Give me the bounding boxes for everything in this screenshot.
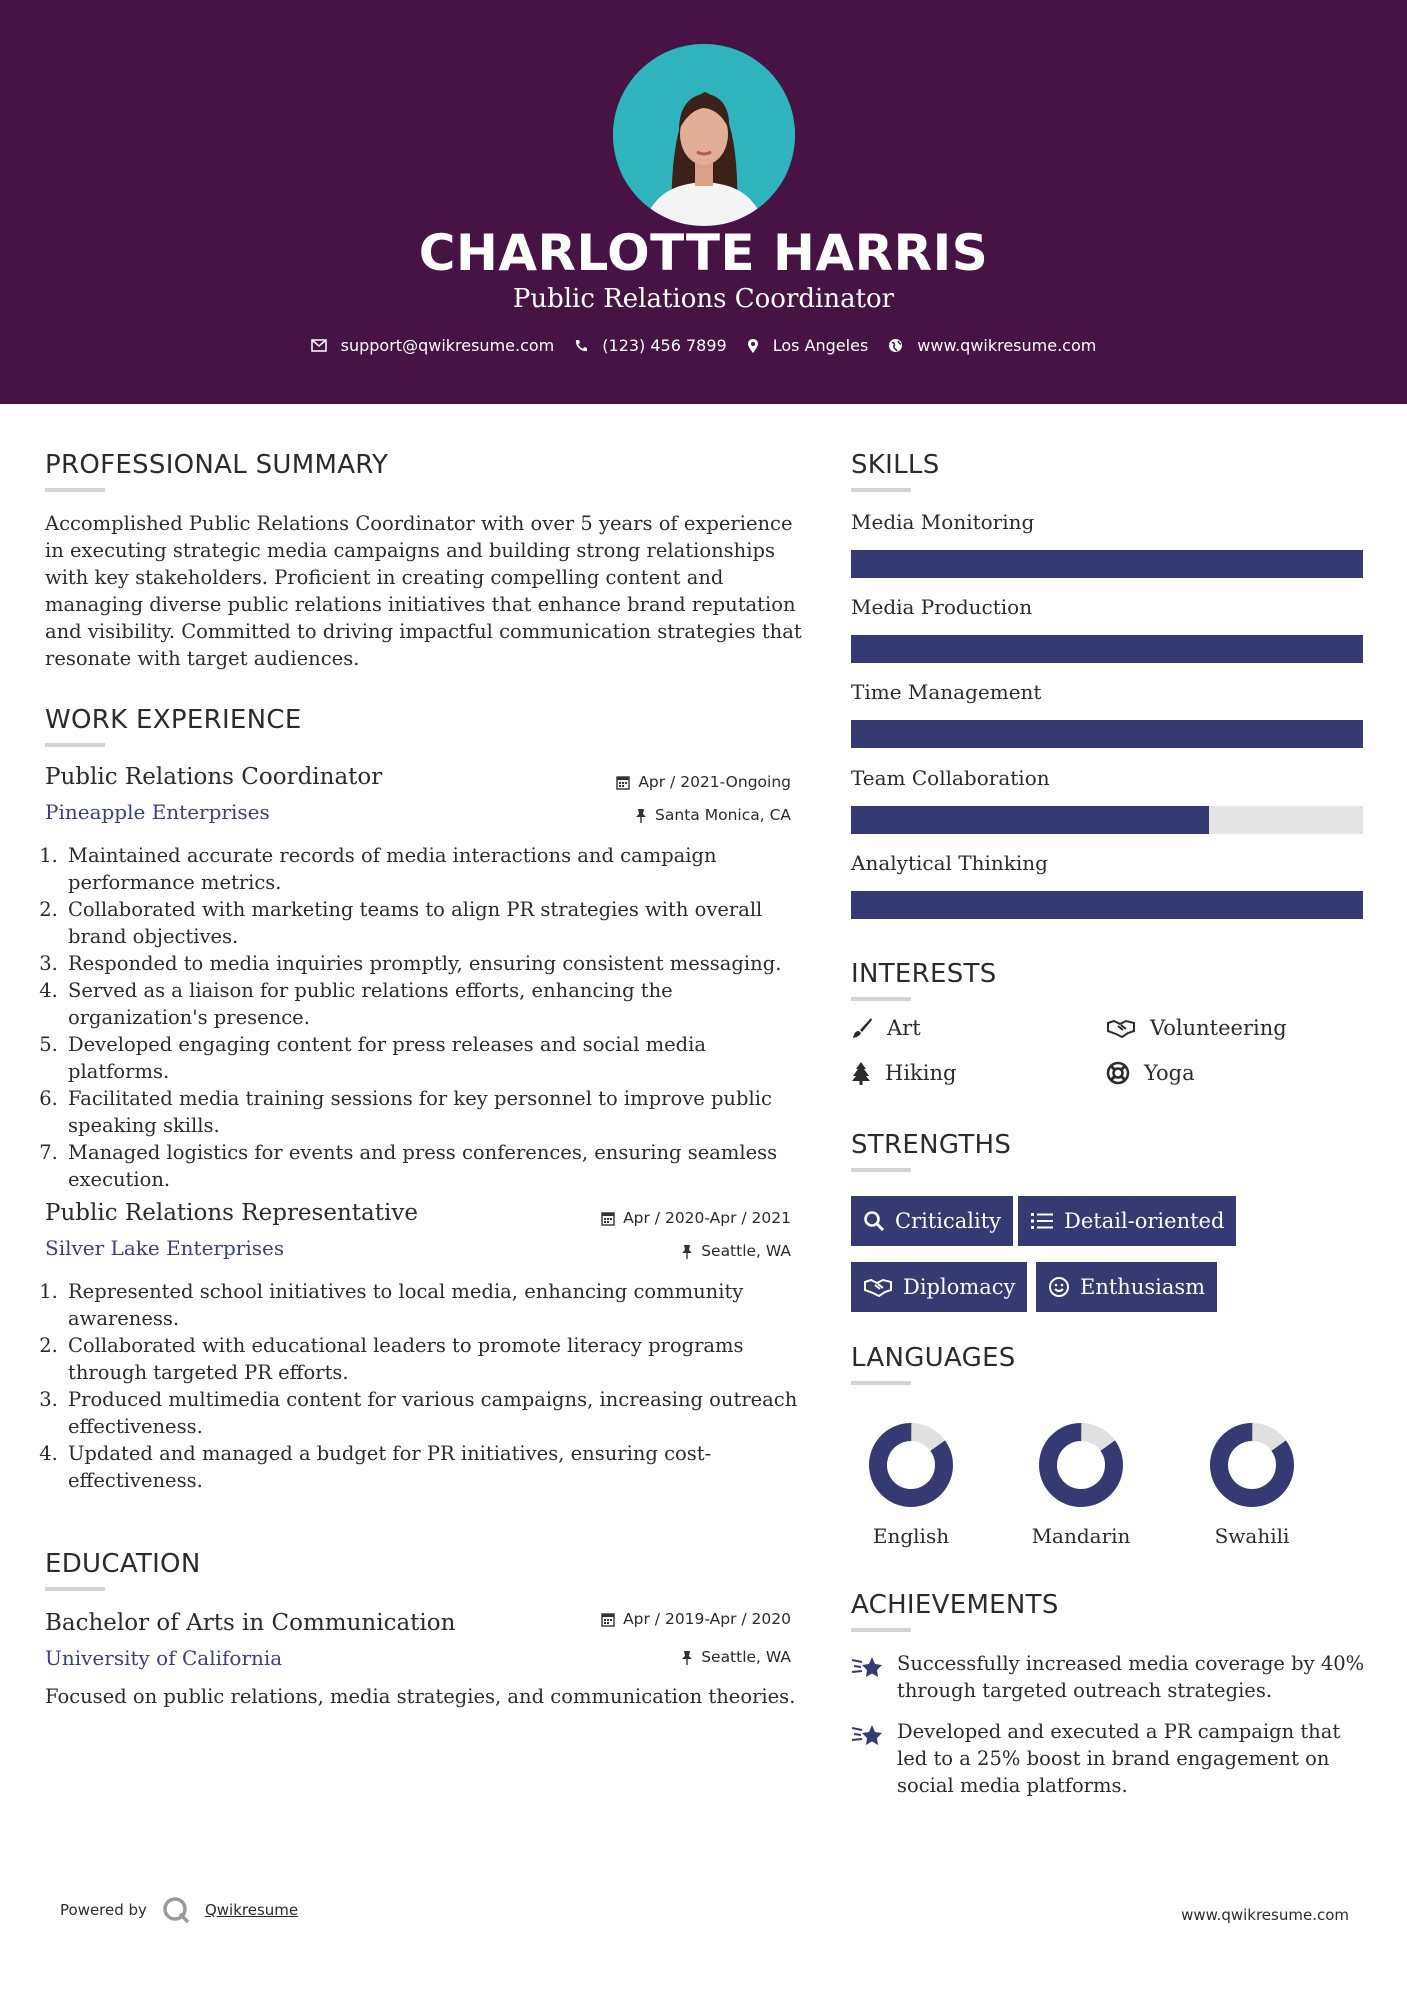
smile-icon (1048, 1276, 1070, 1298)
email-text: support@qwikresume.com (340, 336, 555, 355)
strength-label: Detail-oriented (1064, 1209, 1225, 1233)
interest-item (851, 1061, 956, 1085)
strength-badge (1018, 1196, 1236, 1246)
location-text: Los Angeles (772, 336, 869, 355)
education-dates-text: Apr / 2019-Apr / 2020 (623, 1610, 791, 1628)
company-name: Silver Lake Enterprises (45, 1236, 285, 1260)
education-divider (45, 1587, 105, 1591)
website-text: www.qwikresume.com (917, 336, 1097, 355)
skill-bar-fill (851, 550, 1363, 578)
contact-phone[interactable] (574, 336, 726, 355)
skill-label: Media Production (851, 595, 1033, 619)
person-photo-icon (613, 44, 795, 226)
strength-badge (851, 1196, 1013, 1246)
summary-text (45, 510, 805, 672)
shooting-star-icon (851, 1654, 885, 1680)
skill-label: Media Monitoring (851, 510, 1035, 534)
job-dates (601, 1209, 791, 1227)
list-item: 4. Served as a liaison for public relations efforts, enhancing the organization's presence. (64, 977, 800, 1031)
candidate-role: Public Relations Coordinator (512, 284, 895, 314)
skill-bar (851, 806, 1363, 834)
pin-icon (681, 1244, 693, 1259)
summary-line: in executing strategic media campaigns and building strong relationships (45, 539, 775, 562)
strengths-divider (851, 1168, 911, 1172)
skill-bar-fill (851, 806, 1209, 834)
list-item: 2. Collaborated with marketing teams to align PR strategies with overall brand objectives. (64, 896, 800, 950)
tree-icon (851, 1061, 871, 1085)
contact-location (747, 336, 869, 355)
skill-bar (851, 635, 1363, 663)
achievements-divider (851, 1628, 911, 1632)
summary-line: Accomplished Public Relations Coordinator with over 5 years of experience (45, 512, 793, 535)
summary-line: resonate with target audiences. (45, 647, 360, 670)
interest-label: Art (887, 1016, 921, 1040)
footer-website[interactable]: www.qwikresume.com (1181, 1906, 1349, 1924)
profile-photo (613, 44, 795, 226)
education-location-text: Seattle, WA (701, 1648, 791, 1666)
skills-divider (851, 488, 911, 492)
summary-line: managing diverse public relations initiatives that enhance brand reputation (45, 593, 796, 616)
calendar-icon (601, 1211, 615, 1226)
education-heading: EDUCATION (45, 1549, 201, 1579)
candidate-name: CHARLOTTE HARRIS (418, 224, 989, 282)
job-location (635, 806, 791, 824)
summary-line: and visibility. Committed to driving impactful communication strategies that (45, 620, 802, 643)
job-dates-text: Apr / 2020-Apr / 2021 (623, 1209, 791, 1227)
resume-header (0, 0, 1407, 404)
skill-bar-fill (851, 635, 1363, 663)
list-item: 6. Facilitated media training sessions for key personnel to improve public speaking skills. (64, 1085, 800, 1139)
job-title: Public Relations Coordinator (45, 764, 383, 790)
list-item: 3. Responded to media inquiries promptly, ensuring consistent messaging. (64, 950, 800, 977)
list-icon (1030, 1211, 1054, 1231)
list-item: 1. Maintained accurate records of media interactions and campaign performance metrics. (64, 842, 800, 896)
pin-icon (635, 808, 647, 823)
skill-bar-fill (851, 891, 1363, 919)
summary-heading: PROFESSIONAL SUMMARY (45, 450, 389, 480)
job-responsibilities (40, 842, 800, 1193)
job-dates-text: Apr / 2021-Ongoing (638, 773, 791, 791)
skill-label: Time Management (851, 680, 1042, 704)
job-title: Public Relations Representative (45, 1200, 418, 1226)
qwikresume-link[interactable]: Qwikresume (204, 1901, 299, 1919)
language-label: Swahili (1214, 1524, 1290, 1548)
language-donut-fill (1036, 1420, 1126, 1510)
summary-divider (45, 488, 105, 492)
education-location (681, 1648, 791, 1666)
language-item (836, 1420, 986, 1548)
envelope-icon (311, 339, 327, 352)
list-item: 3. Produced multimedia content for various campaigns, increasing outreach effectiveness. (64, 1386, 800, 1440)
language-item (1177, 1420, 1327, 1548)
interest-label: Volunteering (1150, 1016, 1287, 1040)
job-location-text: Santa Monica, CA (655, 806, 791, 824)
globe-icon (888, 338, 903, 353)
job-responsibilities (40, 1278, 800, 1494)
language-label: English (872, 1524, 950, 1548)
interest-label: Hiking (885, 1061, 957, 1085)
education-dates (601, 1610, 791, 1628)
list-item: 2. Collaborated with educational leaders to promote literacy programs through targeted PR efforts. (64, 1332, 800, 1386)
interest-item (1106, 1061, 1195, 1085)
achievement-item (851, 1718, 1371, 1799)
interest-item (851, 1016, 921, 1040)
language-item (1006, 1420, 1156, 1548)
job-location (681, 1242, 791, 1260)
skill-bar (851, 550, 1363, 578)
languages-divider (851, 1381, 911, 1385)
interest-item (1106, 1016, 1287, 1040)
paintbrush-icon (851, 1017, 873, 1039)
footer-powered-by (60, 1895, 298, 1925)
skill-bar (851, 891, 1363, 919)
achievement-text: Successfully increased media coverage by 40% through targeted outreach strategies. (897, 1652, 1365, 1702)
strength-label: Diplomacy (903, 1275, 1016, 1299)
powered-by-text: Powered by (60, 1901, 147, 1919)
language-donut (1036, 1420, 1126, 1510)
calendar-icon (616, 775, 630, 790)
handshake-icon (863, 1276, 893, 1298)
phone-text: (123) 456 7899 (602, 336, 727, 355)
job-location-text: Seattle, WA (701, 1242, 791, 1260)
contact-website[interactable] (888, 336, 1096, 355)
degree-title: Bachelor of Arts in Communication (45, 1610, 456, 1636)
pin-icon (681, 1650, 693, 1665)
skill-label: Team Collaboration (851, 766, 1050, 790)
achievement-item (851, 1650, 1371, 1704)
contact-bar (0, 336, 1407, 355)
strength-label: Enthusiasm (1080, 1275, 1206, 1299)
list-item: 7. Managed logistics for events and press conferences, ensuring seamless execution. (64, 1139, 800, 1193)
experience-divider (45, 743, 105, 747)
interest-label: Yoga (1144, 1061, 1195, 1085)
interests-heading: INTERESTS (851, 959, 997, 989)
skill-label: Analytical Thinking (851, 851, 1048, 875)
phone-icon (574, 339, 588, 353)
handshake-icon (1106, 1017, 1136, 1039)
experience-heading: WORK EXPERIENCE (45, 705, 302, 735)
list-item: 5. Developed engaging content for press releases and social media platforms. (64, 1031, 800, 1085)
contact-email[interactable] (311, 336, 555, 355)
strength-badge (851, 1262, 1027, 1312)
language-label: Mandarin (1031, 1524, 1131, 1548)
strengths-heading: STRENGTHS (851, 1130, 1012, 1160)
list-item: 4. Updated and managed a budget for PR initiatives, ensuring cost-effectiveness. (64, 1440, 800, 1494)
summary-line: with key stakeholders. Proficient in creating compelling content and (45, 566, 724, 589)
skill-bar (851, 720, 1363, 748)
strength-badge (1036, 1262, 1217, 1312)
company-name: Pineapple Enterprises (45, 800, 270, 824)
search-icon (863, 1210, 885, 1232)
job-dates (616, 773, 791, 791)
achievements-heading: ACHIEVEMENTS (851, 1590, 1059, 1620)
life-ring-icon (1106, 1061, 1130, 1085)
skill-bar-fill (851, 720, 1363, 748)
qwikresume-logo-icon (161, 1895, 191, 1925)
strength-label: Criticality (895, 1209, 1001, 1233)
education-description: Focused on public relations, media strategies, and communication theories. (45, 1685, 796, 1708)
map-marker-icon (747, 338, 759, 354)
achievement-text: Developed and executed a PR campaign that led to a 25% boost in brand engagement on social media platforms. (897, 1720, 1341, 1797)
shooting-star-icon (851, 1722, 885, 1748)
school-name: University of California (45, 1646, 283, 1670)
language-donut (866, 1420, 956, 1510)
interests-divider (851, 997, 911, 1001)
language-donut-fill (1207, 1420, 1297, 1510)
list-item: 1. Represented school initiatives to local media, enhancing community awareness. (64, 1278, 800, 1332)
language-donut-fill (866, 1420, 956, 1510)
calendar-icon (601, 1612, 615, 1627)
skills-heading: SKILLS (851, 450, 940, 480)
languages-heading: LANGUAGES (851, 1343, 1016, 1373)
language-donut (1207, 1420, 1297, 1510)
